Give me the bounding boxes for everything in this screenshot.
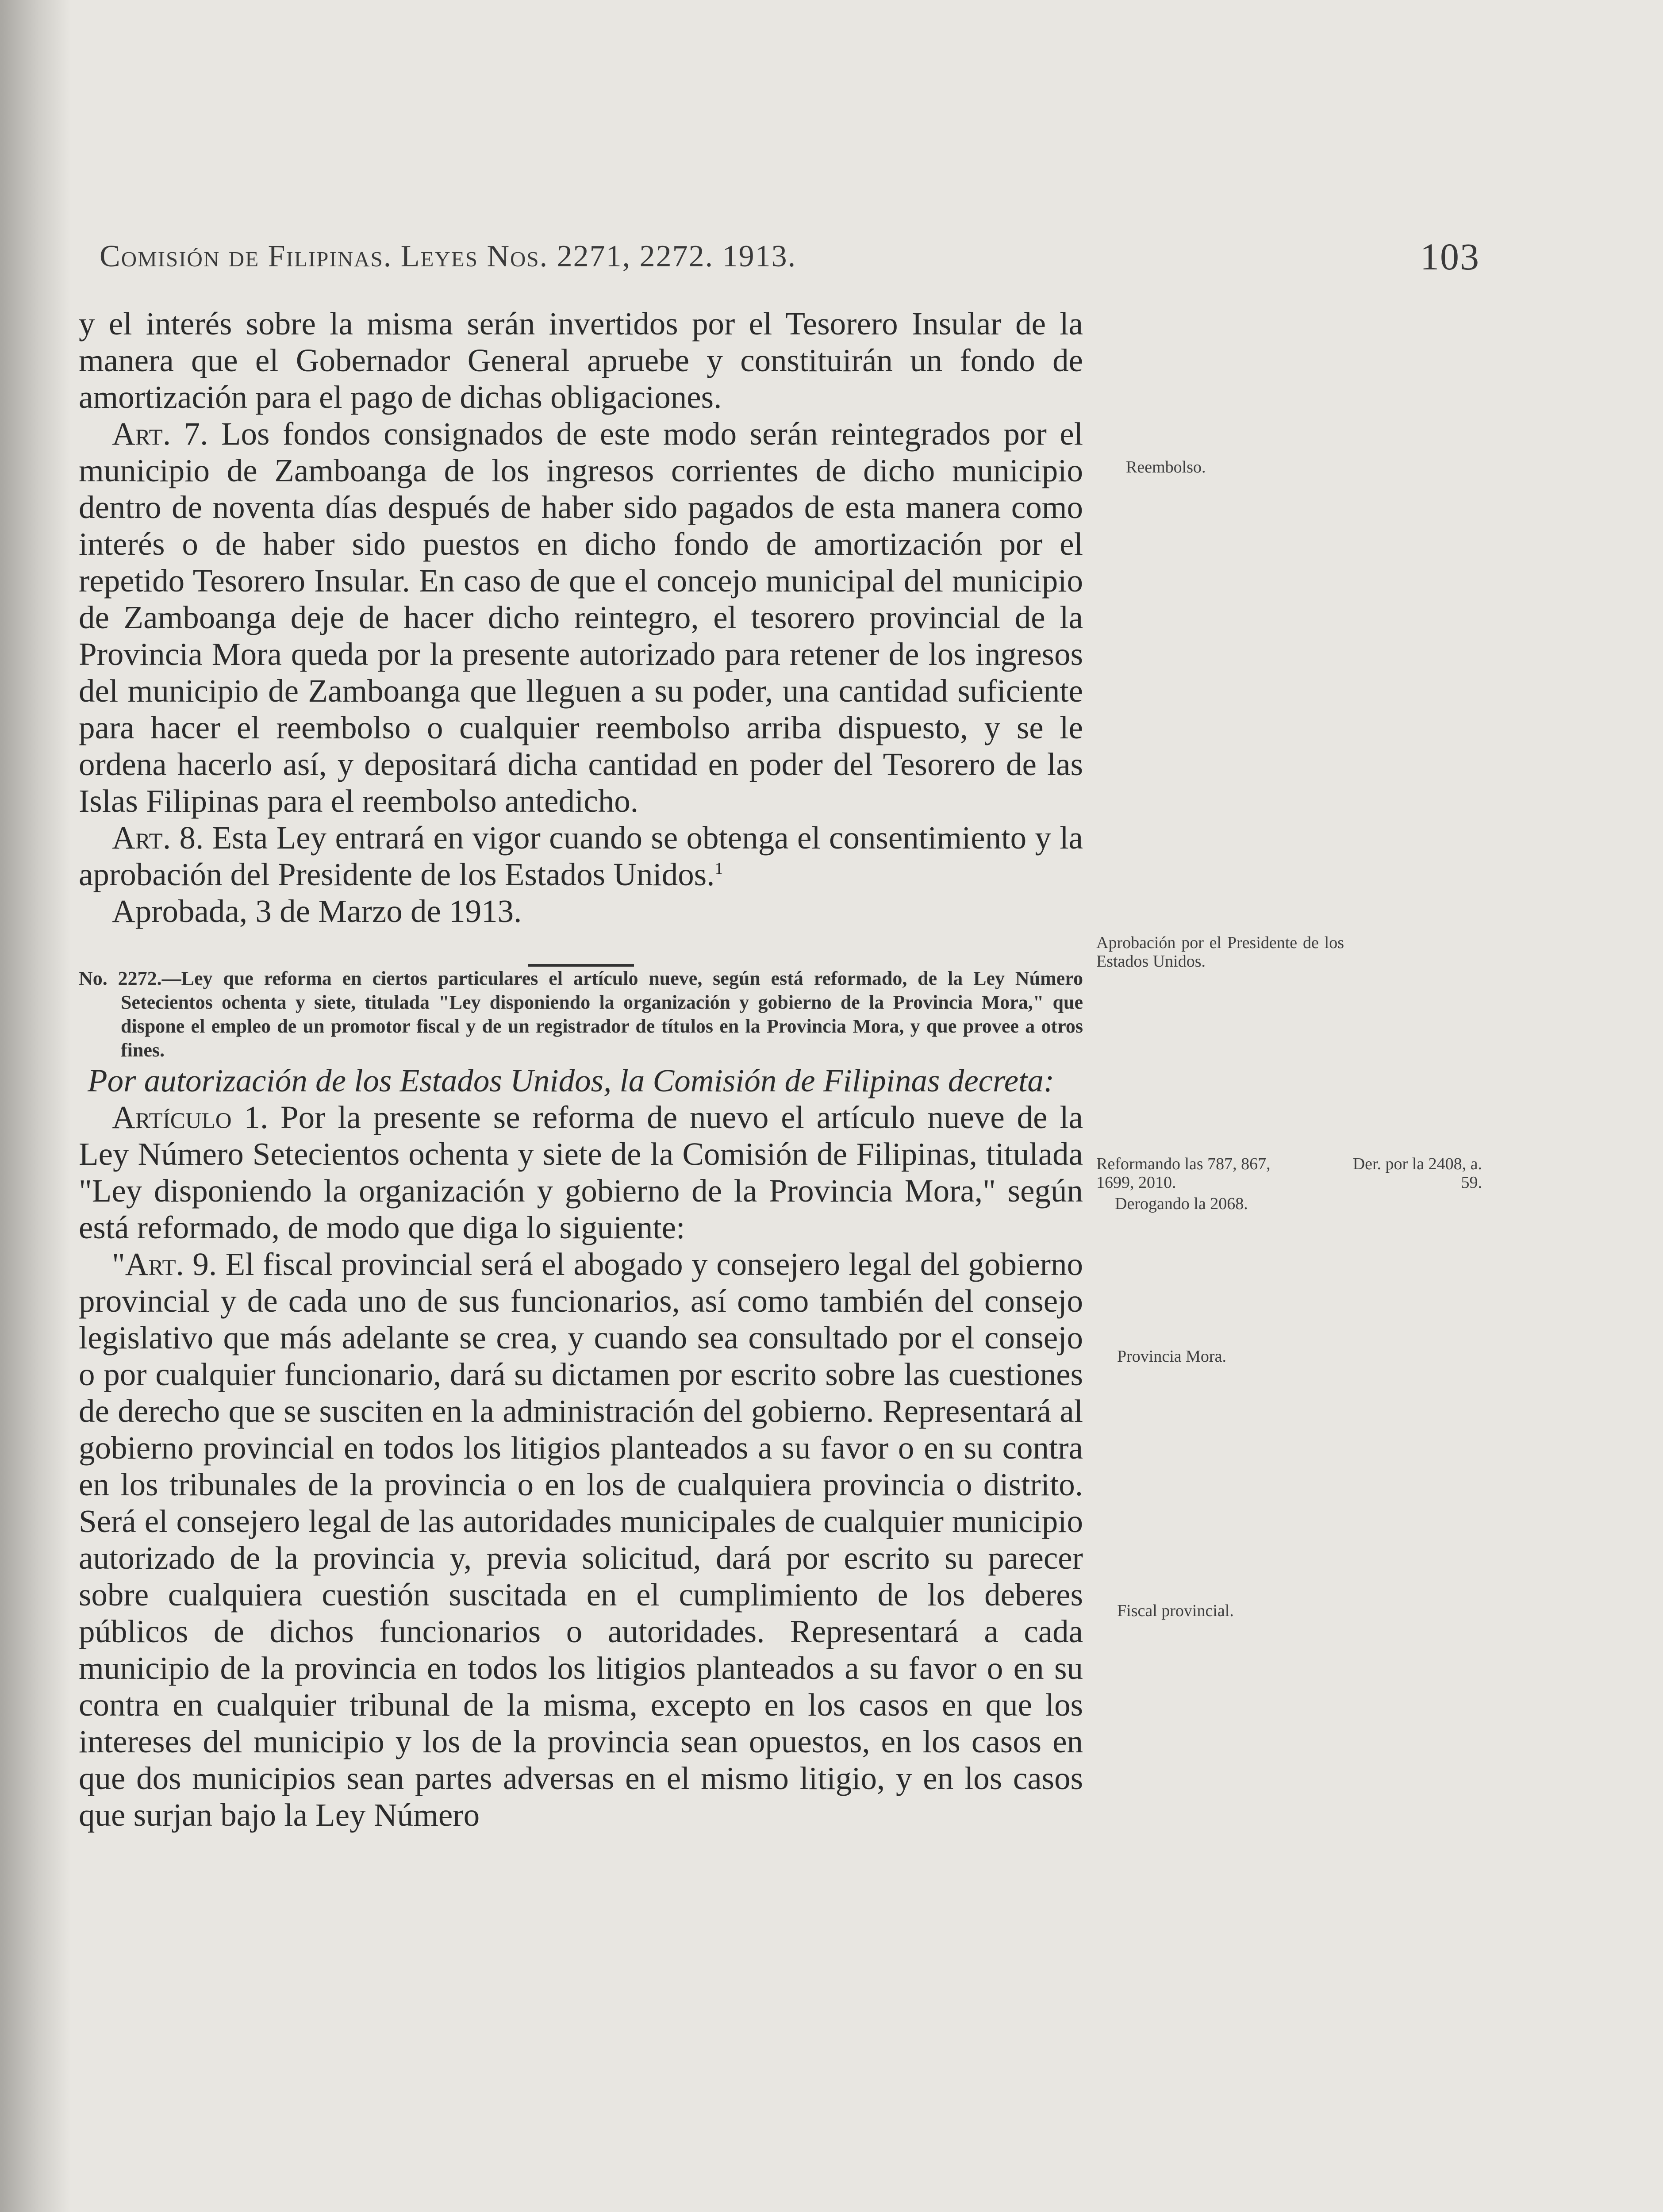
enacting-clause: Por autorización de los Estados Unidos, la Comisión de Filipinas decreta: [88, 1063, 1055, 1098]
article-8-label: Art. 8. [112, 820, 204, 856]
article-8-text: Esta Ley entrará en vigor cuando se obtenga el consentimiento y la aprobación del Presidente de los Estados Unidos. [79, 820, 1083, 892]
approval-date: Aprobada, 3 de Marzo de 1913. [112, 893, 522, 929]
article-1-label: Artículo 1. [112, 1099, 269, 1135]
article-7-label: Art. 7. [112, 416, 208, 452]
footnote-reference: 1 [714, 859, 723, 878]
margin-note-der-por: Der. por la 2408, a. 59. [1352, 1155, 1482, 1192]
paragraph-continuation: y el interés sobre la misma serán invertidos por el Tesorero Insular de la manera que el Gobernador General apruebe y constituirán un fondo de amortización para el pago de dichas obligaciones. [79, 306, 1083, 415]
page-number: 103 [1420, 235, 1480, 278]
margin-note-reembolso: Reembolso. [1126, 458, 1206, 476]
page-edge-shadow [0, 0, 71, 2212]
running-title: Comisión de Filipinas. Leyes Nos. 2271, 2272. 1913. [100, 239, 797, 273]
margin-note-provincia-mora: Provincia Mora. [1117, 1347, 1226, 1366]
margin-note-derogando: Derogando la 2068. [1115, 1194, 1248, 1213]
running-header [100, 235, 1489, 278]
main-text-column [79, 305, 1083, 1833]
margin-note-aprobacion: Aprobación por el Presidente de los Estados Unidos. [1096, 933, 1344, 971]
article-1 [79, 1099, 1083, 1246]
article-8 [79, 819, 1083, 893]
article-7 [79, 415, 1083, 819]
article-9-label: "Art. 9. [112, 1246, 217, 1282]
margin-note-fiscal-provincial: Fiscal provincial. [1117, 1601, 1234, 1620]
article-1-text: Por la presente se reforma de nuevo el artículo nueve de la Ley Número Setecientos ochenta y siete de la Comisión de Filipinas, titulada "Ley disponiendo la organización y gobierno de la Provincia Mora," según está reformado, de modo que diga lo siguiente: [79, 1099, 1083, 1245]
article-9-text: El fiscal provincial será el abogado y consejero legal del gobierno provincial y de cada uno de sus funcionarios, así como también del consejo legislativo que más adelante se crea, y cuando sea consultado por el consejo o por cualquier funcionario, dará su dictamen por escrito sobre las cuestiones de derecho que se susciten en la administración del gobierno. Representará al gobierno provincial en todos los litigios planteados a su favor o en su contra en los tribunales de la provincia o en los de cualquiera provincia o distrito. Será el consejero legal de las autoridades municipales de cualquier municipio autorizado de la provincia y, previa solicitud, dará por escrito su parecer sobre cualquiera cuestión suscitada en el cumplimiento de los deberes públicos de dichos funcionarios o autoridades. Representará a cada municipio de la provincia en todos los litigios planteados a su favor o en su contra en cualquier tribunal de la misma, excepto en los casos en que los intereses del municipio y los de la provincia sean opuestos, en los casos en que dos municipios sean partes adversas en el mismo litigio, y en los casos que surjan bajo la Ley Número [79, 1246, 1083, 1833]
article-9 [79, 1246, 1083, 1833]
bill-title: No. 2272.—Ley que reforma en ciertos particulares el artículo nueve, según está reformado, de la Ley Número Setecientos ochenta y siete, titulada "Ley disponiendo la organización y gobierno de la Provincia Mora," que dispone el empleo de un promotor fiscal y de un registrador de títulos en la Provincia Mora, y que provee a otros fines. [79, 968, 1083, 1061]
article-7-text: Los fondos consignados de este modo serán reintegrados por el municipio de Zamboanga de los ingresos corrientes de dicho municipio dentro de noventa días después de haber sido pagados de esta manera como interés o de haber sido puestos en dicho fondo de amortización por el repetido Tesorero Insular. En caso de que el concejo municipal del municipio de Zamboanga deje de hacer dicho reintegro, el tesorero provincial de la Provincia Mora queda por la presente autorizado para retener de los ingresos del municipio de Zamboanga que lleguen a su poder, una cantidad suficiente para hacer el reembolso o cualquier reembolso arriba dispuesto, y se le ordena hacerlo así, y depositará dicha cantidad en poder del Tesorero de las Islas Filipinas para el reembolso antedicho. [79, 416, 1083, 819]
margin-note-reformando: Reformando las 787, 867, 1699, 2010. [1096, 1155, 1271, 1192]
